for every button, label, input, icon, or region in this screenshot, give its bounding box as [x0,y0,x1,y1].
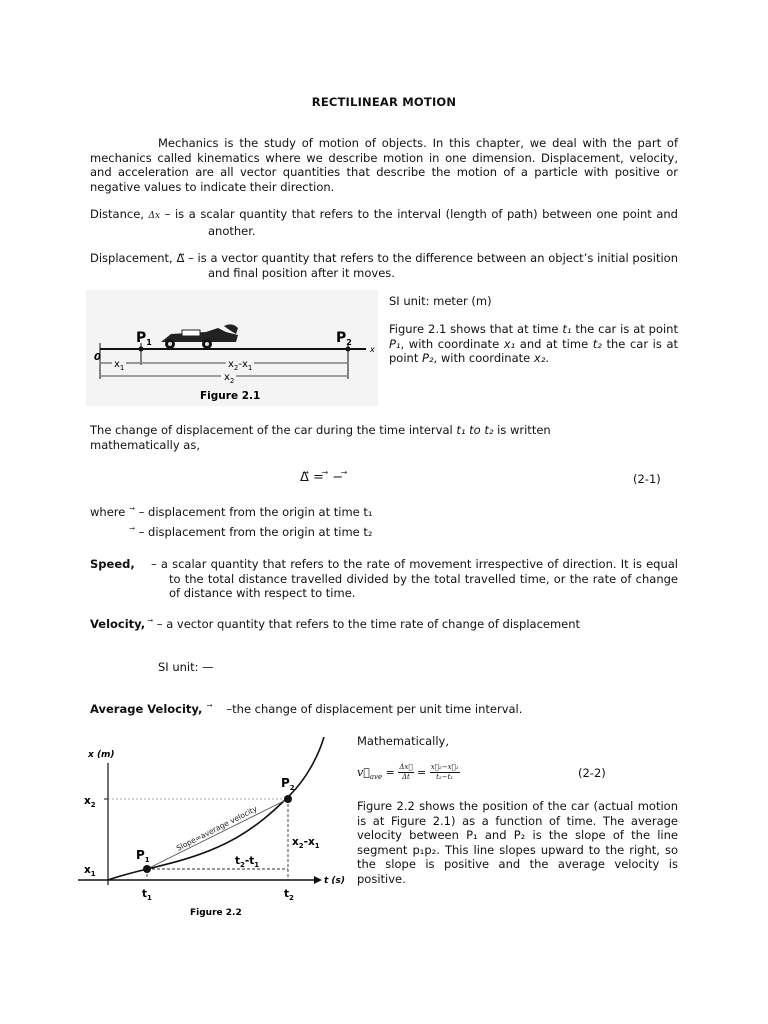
si-unit-meter: SI unit: meter (m) [389,294,492,308]
mathematically-label: Mathematically, [357,734,450,748]
fraction-2-denominator: t₂−t₁ [436,773,454,781]
fig1-desc-t1: t₁ [562,322,572,336]
x1-tick-label: $x_1$ [84,864,96,878]
slope-label: Slope=average velocity [174,804,259,853]
si-unit-velocity-label: SI unit: [158,660,199,674]
change-text-c: is written mathematically as, [90,423,551,452]
x2-label: $x_2$ [224,372,235,385]
displacement-definition [90,251,678,280]
p2-point [284,795,292,803]
equation-2-1-mid: = ⃗ [308,470,333,485]
figure-2-1-caption: Figure 2.1 [200,390,261,402]
average-velocity-label: Average Velocity, [90,702,203,716]
equation-2-2-equals-1: = [382,766,399,779]
fig1-desc-part: the car is at point [571,322,678,336]
p1-label: $P_1$ [136,848,150,864]
p1-label: $P_1$ [136,330,152,347]
equation-2-1-rhs: − ⃗ [332,470,348,485]
distance-label: Distance, [90,207,149,221]
fig1-desc-x1: x₁ [503,336,516,351]
change-text-interval: t₁ to t₂ [456,423,494,437]
velocity-label: Velocity, [90,617,146,631]
displacement-symbol: Δ⃗ [176,251,185,265]
x2-tick-label: $x_2$ [84,795,96,809]
displacement-text: – is a vector quantity that refers to the difference between an object’s initial position and final position after it moves. [184,251,678,280]
equation-2-2-fraction-2 [430,763,460,782]
figure-2-2-caption: Figure 2.2 [190,908,242,918]
si-unit-velocity-value: — [202,660,214,674]
equation-2-2-fraction-1 [398,763,413,782]
where-line-2-text: – displacement from the origin at time t₂ [135,525,373,539]
fig1-desc-part: , with coordinate [433,351,534,365]
velocity-definition [90,617,580,631]
where-line-2 [135,525,373,539]
fig1-desc-t2: t₂ [592,336,602,351]
page-title: RECTILINEAR MOTION [311,95,457,109]
equation-2-1-number: (2-1) [633,472,661,486]
equation-2-2-lhs-sub: ave [369,772,383,781]
p1-point [143,865,151,873]
equation-2-2-lhs: v⃗ [357,766,370,779]
figure-2-2-description: Figure 2.2 shows the position of the car (actual motion is at Figure 2.1) as a function of time. The average velocity between P₁ and P₂ is the slope of the line segment p₁p₂. This line slopes upward to the right, so the slope is positive and the average velocity is positive. [357,799,678,886]
equation-2-2-equals-2: = [413,766,430,779]
si-unit-velocity [158,660,214,674]
t2-tick-label: $t_2$ [284,888,294,902]
speed-label: Speed, [90,557,135,571]
fig1-desc-part: . [545,351,549,365]
equation-2-2 [357,763,460,782]
x-axis-label: t (s) [324,876,346,886]
rise-label: $x_2-x_1$ [292,836,320,850]
intro-paragraph: Mechanics is the study of motion of objects. In this chapter, we deal with the part of mechanics called kinematics where we describe motion in one dimension. Displacement, velocity, and acceleration are all vector quantities that describe the motion of a particle with positive or negative values to indicate their direction. [90,136,678,194]
p2-label: $P_2$ [281,776,295,792]
distance-text: – is a scalar quantity that refers to the interval (length of path) between one point and another. [160,207,678,238]
secant-line [147,799,288,869]
equation-2-1 [300,470,347,485]
y-axis-label: x (m) [88,750,115,760]
velocity-text: – a vector quantity that refers to the time rate of change of displacement [153,617,581,631]
p2-label: $P_2$ [336,330,352,347]
where-label: where [90,505,126,519]
distance-definition [90,207,678,238]
equation-2-1-lhs: Δ⃗ [300,470,309,485]
where-line-1-text: – displacement from the origin at time t₁ [135,505,373,519]
average-velocity-text: –the change of displacement per unit time interval. [226,702,523,716]
fraction-1-numerator: Δx⃗ [399,763,413,771]
change-of-displacement-text [90,423,560,452]
fig1-desc-part: the car is at point [389,336,679,365]
equation-2-2-number: (2-2) [578,766,606,780]
origin-label: 0 [94,352,101,363]
x1-label: $x_1$ [114,359,125,372]
figure-2-1-description [389,322,678,366]
fig1-desc-part: Figure 2.1 shows that at time [389,322,563,336]
p1-dot [139,347,144,352]
change-text-a: The change of displacement of the car during the time interval [90,423,457,437]
fig1-desc-part: and at time [515,336,593,351]
fig1-desc-p2: P₂ [421,351,434,365]
figure-2-2 [78,737,350,925]
average-velocity-definition [90,702,522,716]
fraction-2-numerator: x⃗₂−x⃗₁ [430,763,459,771]
speed-definition: – a scalar quantity that refers to the rate of movement irrespective of direction. It is equal to the total distance travelled divided by the total travelled time, or the rate of change of distance with respect to time. [151,557,678,600]
fraction-1-denominator: Δt [402,773,410,781]
distance-symbol: Δx [148,211,161,221]
fig1-desc-x2: x₂ [533,351,546,365]
run-label: $t_2-t_1$ [235,855,260,869]
fig1-desc-p1: P₁ [389,336,401,351]
where-line-1 [135,505,373,519]
p2-dot [346,347,351,352]
displacement-label: Displacement, [90,251,177,265]
t1-tick-label: $t_1$ [142,888,152,902]
x-axis-arrow [314,876,322,884]
figure-2-1 [86,290,378,406]
x2-minus-x1-label: $x_2-x_1$ [228,359,253,372]
fig1-desc-part: , with coordinate [400,336,504,351]
x-axis-label: x [370,345,375,354]
